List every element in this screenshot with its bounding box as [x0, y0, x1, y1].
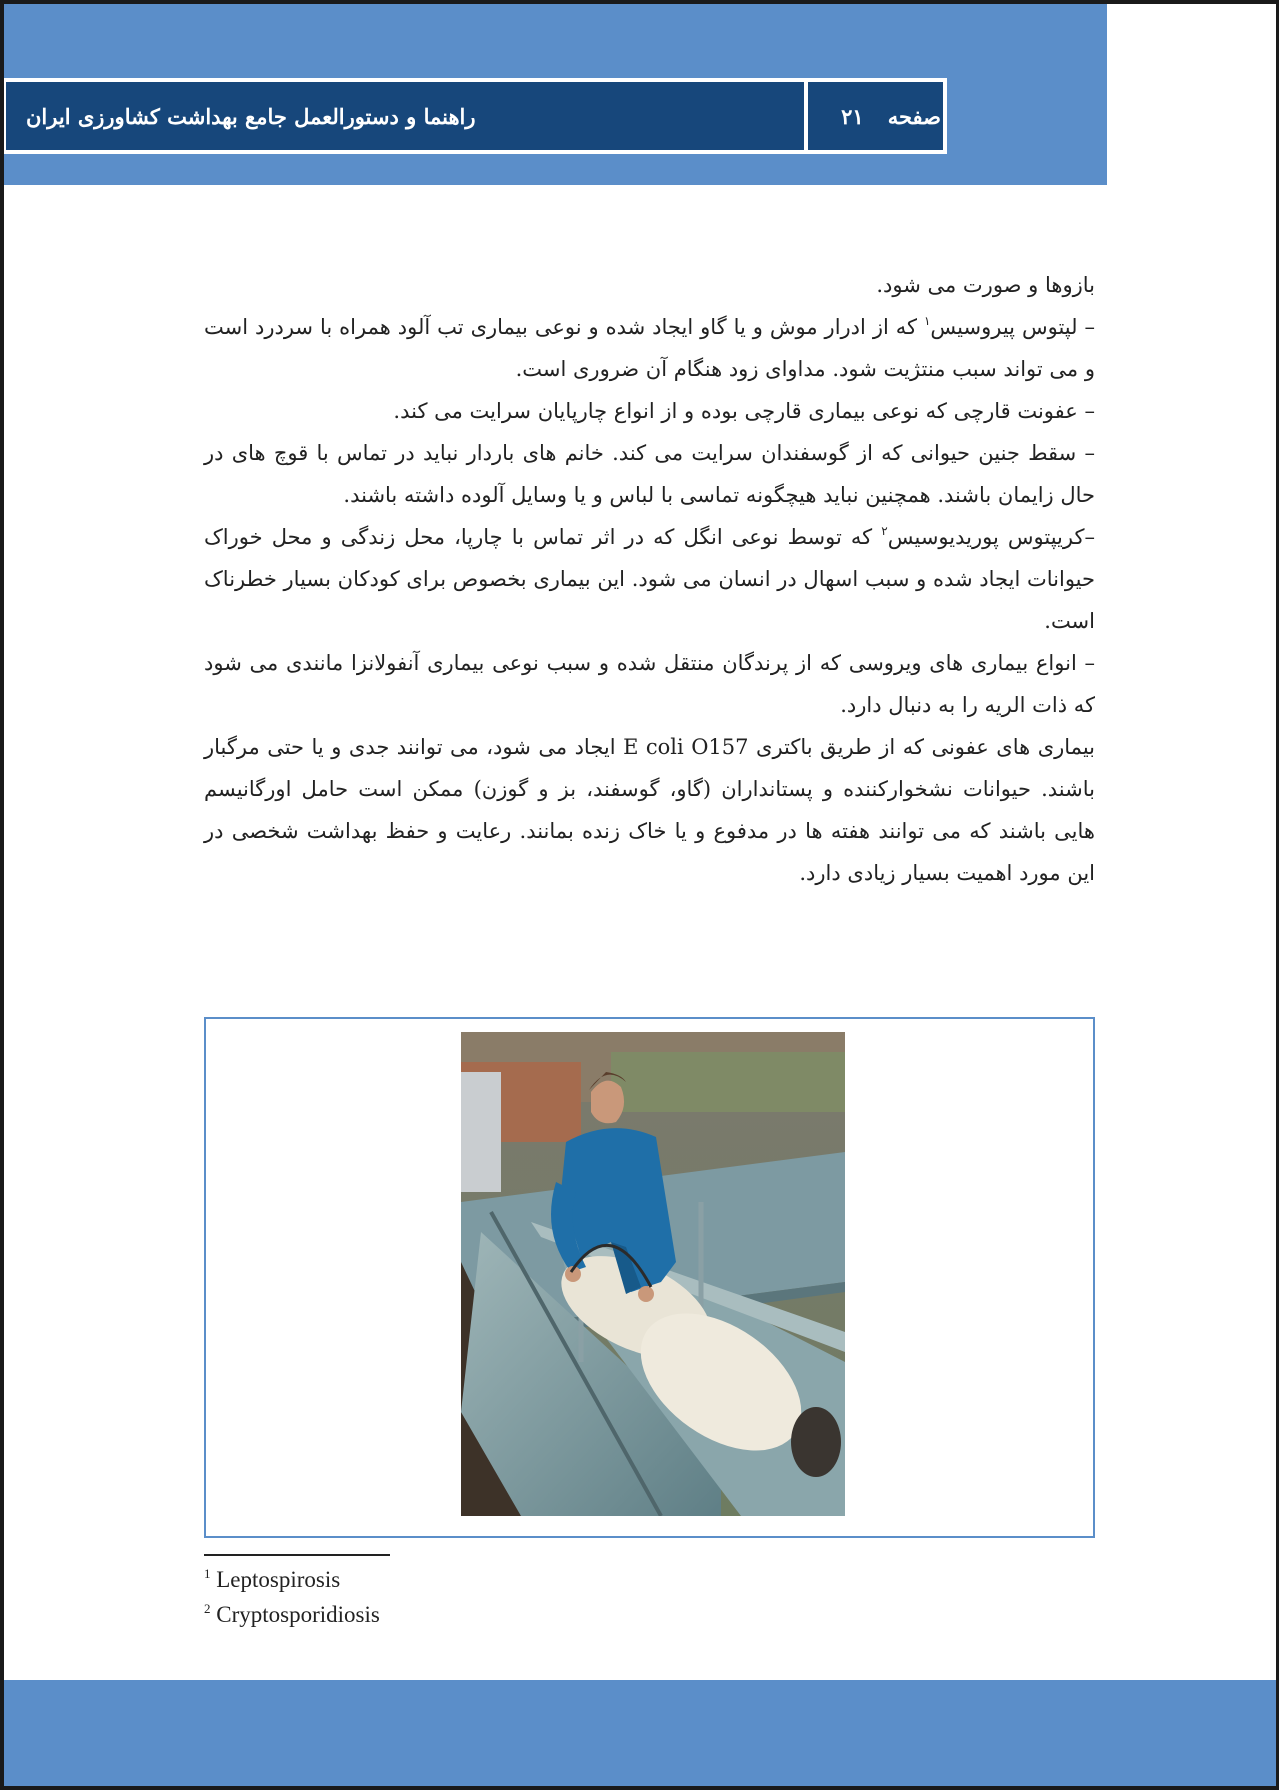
paragraph-text: که از ادرار موش و یا گاو ایجاد شده و نوعی بیماری تب آلود همراه با سردرد است و می تواند سبب منتژیت شود. مداوای زود هنگام آن ضروری است. [204, 315, 1095, 381]
photo-farmer-sheep-dip [461, 1032, 845, 1516]
footnote-text: Cryptosporidiosis [216, 1602, 380, 1627]
footnotes [204, 1562, 604, 1632]
footnote-ref: ۲ [881, 524, 888, 538]
footnote-number: 2 [204, 1601, 211, 1616]
body-text [204, 264, 1095, 894]
page-label: صفحه [887, 103, 941, 129]
term-cryptosporidiosis: –کریپتوس پوریدیوسیس [887, 525, 1095, 549]
paragraph-text: ایجاد می شود، می توانند جدی و یا حتی مرگبار باشند. حیوانات نشخوارکننده و پستانداران (گاو، گوسفند، بز و گوزن) ممکن است حامل اورگانیسم هایی باشند که می توانند هفته ها در مدفوع و یا خاک زنده بمانند. رعایت و حفظ بهداشت شخصی در این مورد اهمیت بسیار زیادی دارد. [204, 735, 1095, 885]
paragraph-leptospirosis [204, 306, 1095, 390]
bottom-band [0, 1680, 1279, 1790]
paragraph-cryptosporidiosis [204, 516, 1095, 642]
paragraph: بازوها و صورت می شود. [876, 273, 1095, 297]
paragraph-text: که توسط نوعی انگل که در اثر تماس با چارپا، محل زندگی و محل خوراک حیوانات ایجاد شده و سبب اسهال در انسان می شود. این بیماری بخصوص برای کودکان بسیار خطرناک است. [204, 525, 1095, 633]
footnote-text: Leptospirosis [216, 1567, 341, 1592]
footnote-ref: ۱ [923, 314, 931, 328]
page-number-box [808, 82, 943, 150]
footnote-rule [204, 1554, 390, 1556]
bacteria-name: E coli O157 [623, 735, 749, 759]
document-title: راهنما و دستورالعمل جامع بهداشت کشاورزی ایران [26, 103, 476, 129]
paragraph-text: بیماری های عفونی که از طریق باکتری [748, 735, 1095, 759]
page-header [2, 78, 947, 154]
footnote-item [204, 1597, 604, 1632]
figure-frame [204, 1017, 1095, 1538]
page-number: ۲۱ [841, 103, 864, 129]
paragraph-fungal: – عفونت قارچی که نوعی بیماری قارچی بوده و از انواع چارپایان سرایت می کند. [393, 399, 1095, 423]
footnote-item [204, 1562, 604, 1597]
term-leptospirosis: – لپتوس پیروسیس [930, 315, 1095, 339]
paragraph-abortion: – سقط جنین حیوانی که از گوسفندان سرایت می کند. خانم های باردار نباید در تماس با قوچ های در حال زایمان باشند. همچنین نباید هیچگونه تماسی با لباس و یا وسایل آلوده داشته باشند. [204, 441, 1095, 507]
paragraph-viral: – انواع بیماری های ویروسی که از پرندگان منتقل شده و سبب نوعی بیماری آنفولانزا مانندی می شود که ذات الریه را به دنبال دارد. [204, 651, 1095, 717]
footnote-number: 1 [204, 1566, 211, 1581]
paragraph-ecoli [204, 726, 1095, 894]
